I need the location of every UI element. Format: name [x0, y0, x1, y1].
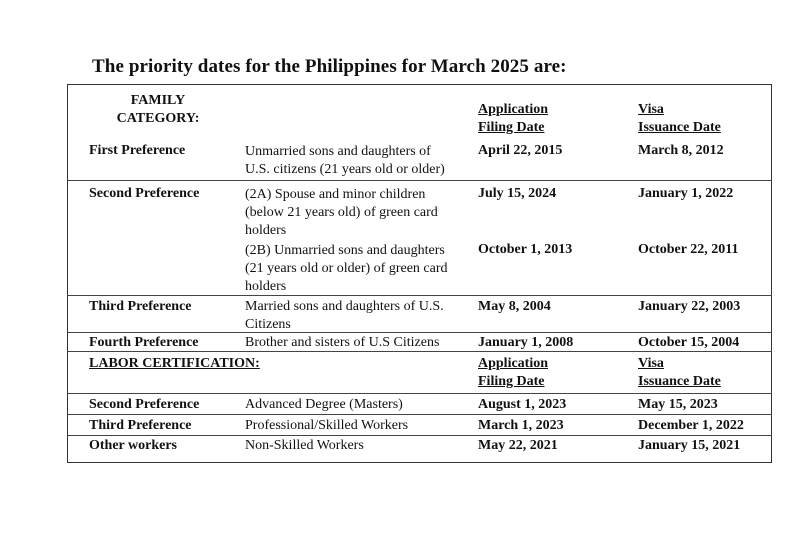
preference-label: Third Preference — [89, 418, 192, 433]
category-description-line: Citizens — [245, 317, 291, 332]
page-title: The priority dates for the Philippines for March 2025 are: — [92, 56, 567, 77]
row-divider — [67, 332, 772, 333]
preference-label: Fourth Preference — [89, 335, 199, 350]
issuance-date: January 1, 2022 — [638, 186, 734, 201]
preference-label: Second Preference — [89, 397, 200, 412]
issuance-date-header-line2: Issuance Date — [638, 120, 721, 135]
category-description: Advanced Degree (Masters) — [245, 397, 403, 412]
row-divider — [67, 414, 772, 415]
filing-date: October 1, 2013 — [478, 242, 573, 257]
issuance-date: January 15, 2021 — [638, 438, 741, 453]
category-description-line: Brother and sisters of U.S Citizens — [245, 335, 440, 350]
category-description-line: Unmarried sons and daughters of — [245, 144, 431, 159]
filing-date: August 1, 2023 — [478, 397, 567, 412]
category-description: Non-Skilled Workers — [245, 438, 364, 453]
category-description-line: holders — [245, 223, 287, 238]
category-description-line: (21 years old or older) of green card — [245, 261, 448, 276]
issuance-date-header-line2: Issuance Date — [638, 374, 721, 389]
issuance-date: May 15, 2023 — [638, 397, 718, 412]
category-description-line: (2A) Spouse and minor children — [245, 187, 426, 202]
issuance-date-header-line1: Visa — [638, 102, 664, 117]
filing-date: July 15, 2024 — [478, 186, 557, 201]
preference-label: Other workers — [89, 438, 177, 453]
filing-date-header-line2: Filing Date — [478, 374, 545, 389]
category-description-line: (below 21 years old) of green card — [245, 205, 438, 220]
issuance-date: December 1, 2022 — [638, 418, 744, 433]
row-divider — [67, 435, 772, 436]
filing-date: March 1, 2023 — [478, 418, 564, 433]
category-description-line: (2B) Unmarried sons and daughters — [245, 243, 445, 258]
issuance-date: October 15, 2004 — [638, 335, 740, 350]
issuance-date: January 22, 2003 — [638, 299, 741, 314]
family-category-header: FAMILY CATEGORY: — [116, 93, 200, 126]
issuance-date: October 22, 2011 — [638, 242, 739, 257]
filing-date: May 22, 2021 — [478, 438, 558, 453]
filing-date: April 22, 2015 — [478, 143, 563, 158]
issuance-date-header-line1: Visa — [638, 356, 664, 371]
filing-date-header-line1: Application — [478, 356, 549, 371]
preference-label: First Preference — [89, 143, 186, 158]
category-description-line: U.S. citizens (21 years old or older) — [245, 162, 445, 177]
issuance-date: March 8, 2012 — [638, 143, 724, 158]
row-divider — [67, 180, 772, 181]
filing-date: January 1, 2008 — [478, 335, 574, 350]
preference-label: Third Preference — [89, 299, 192, 314]
category-description-line: Married sons and daughters of U.S. — [245, 299, 444, 314]
labor-certification-header: LABOR CERTIFICATION: — [89, 356, 260, 371]
filing-date: May 8, 2004 — [478, 299, 551, 314]
filing-date-header-line2: Filing Date — [478, 120, 545, 135]
row-divider — [67, 295, 772, 296]
category-description-line: holders — [245, 279, 287, 294]
row-divider — [67, 393, 772, 394]
preference-label: Second Preference — [89, 186, 200, 201]
filing-date-header-line1: Application — [478, 102, 549, 117]
category-description: Professional/Skilled Workers — [245, 418, 409, 433]
